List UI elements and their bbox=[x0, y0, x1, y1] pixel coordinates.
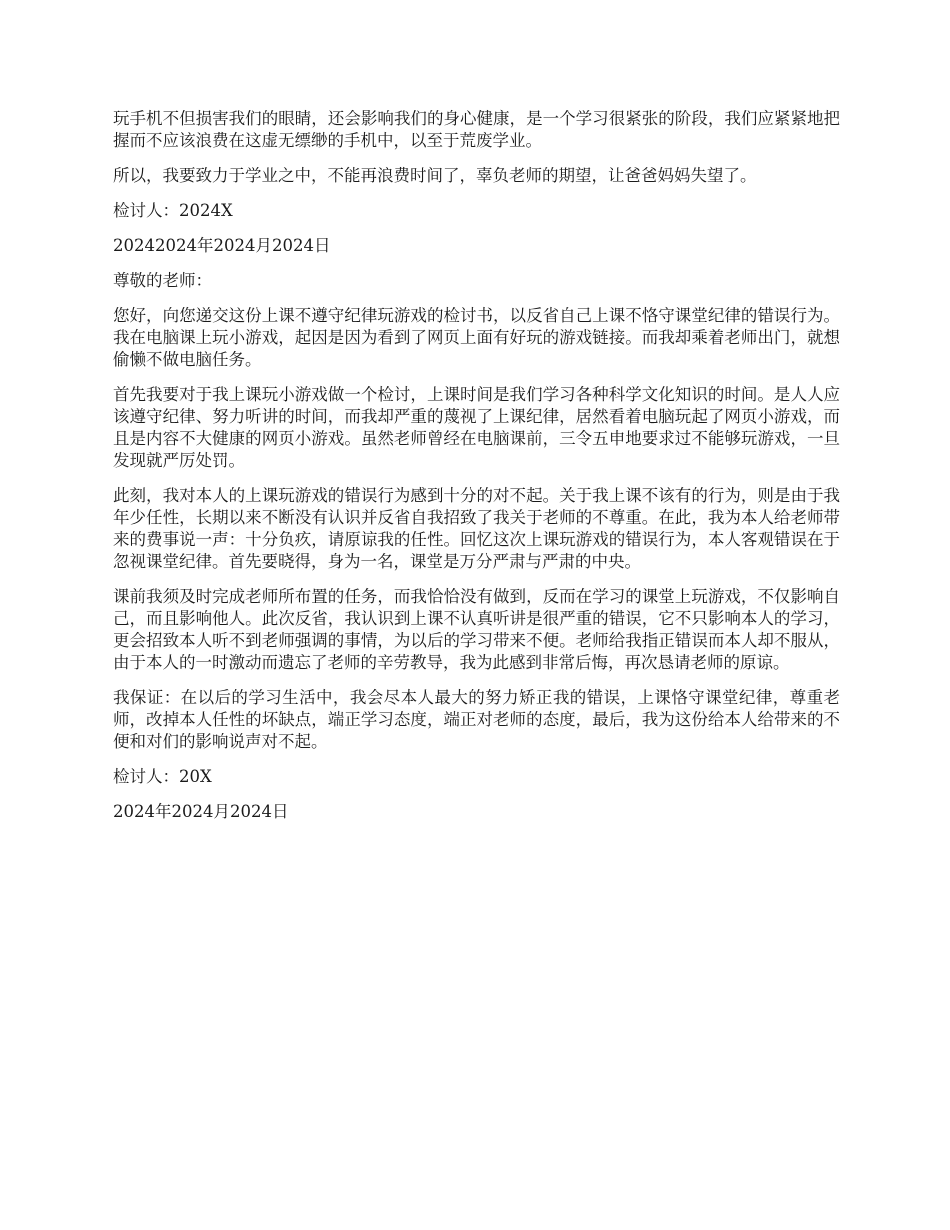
paragraph-self-review: 首先我要对于我上课玩小游戏做一个检讨，上课时间是我们学习各种科学文化知识的时间。是人人应该遵守纪律、努力听讲的时间，而我却严重的蔑视了上课纪律，居然看着电脑玩起了网页小游戏，而且是内容不大健康的网页小游戏。虽然老师曾经在电脑课前，三令五申地要求过不能够玩游戏，一旦发现就严厉处罚。 bbox=[113, 385, 840, 470]
paragraph-apology: 此刻，我对本人的上课玩游戏的错误行为感到十分的对不起。关于我上课不该有的行为，则是由于我年少任性，长期以来不断没有认识并反省自我招致了我关于老师的不尊重。在此，我为本人给老师带来的费事说一声：十分负疚，请原谅我的任性。回忆这次上课玩游戏的错误行为，本人客观错误在于忽视课堂纪律。首先要晓得，身为一名，课堂是万分严肃与严肃的中央。 bbox=[113, 486, 840, 571]
paragraph-guarantee: 我保证：在以后的学习生活中，我会尽本人最大的努力矫正我的错误，上课恪守课堂纪律，尊重老师，改掉本人任性的坏缺点，端正学习态度，端正对老师的态度，最后，我为这份给本人给带来的不便和对们的影响说声对不起。 bbox=[113, 688, 840, 751]
signature-line-2: 检讨人：20X bbox=[113, 767, 212, 786]
salutation: 尊敬的老师： bbox=[113, 271, 212, 290]
paragraph-reflection: 课前我须及时完成老师所布置的任务，而我恰恰没有做到，反而在学习的课堂上玩游戏，不仅影响自己，而且影响他人。此次反省，我认识到上课不认真听讲是很严重的错误，它不只影响本人的学习，更会招致本人听不到老师强调的事情，为以后的学习带来不便。老师给我指正错误而本人却不服从，由于本人的一时激动而遗忘了老师的辛劳教导，我为此感到非常后悔，再次恳请老师的原谅。 bbox=[113, 587, 840, 672]
signature-line-1: 检讨人：2024X bbox=[113, 201, 233, 220]
paragraph-intro: 您好，向您递交这份上课不遵守纪律玩游戏的检讨书，以反省自己上课不恪守课堂纪律的错误行为。我在电脑课上玩小游戏，起因是因为看到了网页上面有好玩的游戏链接。而我却乘着老师出门，就想偷懒不做电脑任务。 bbox=[113, 306, 840, 369]
paragraph-resolution: 所以，我要致力于学业之中，不能再浪费时间了，辜负老师的期望，让爸爸妈妈失望了。 bbox=[113, 166, 757, 185]
date-line-1: 20242024年2024月2024日 bbox=[113, 236, 331, 255]
paragraph-phone-harm: 玩手机不但损害我们的眼睛，还会影响我们的身心健康，是一个学习很紧张的阶段，我们应紧紧地把握而不应该浪费在这虚无缥缈的手机中，以至于荒废学业。 bbox=[113, 109, 840, 150]
date-line-2: 2024年2024月2024日 bbox=[113, 802, 289, 821]
document-page bbox=[113, 108, 840, 836]
